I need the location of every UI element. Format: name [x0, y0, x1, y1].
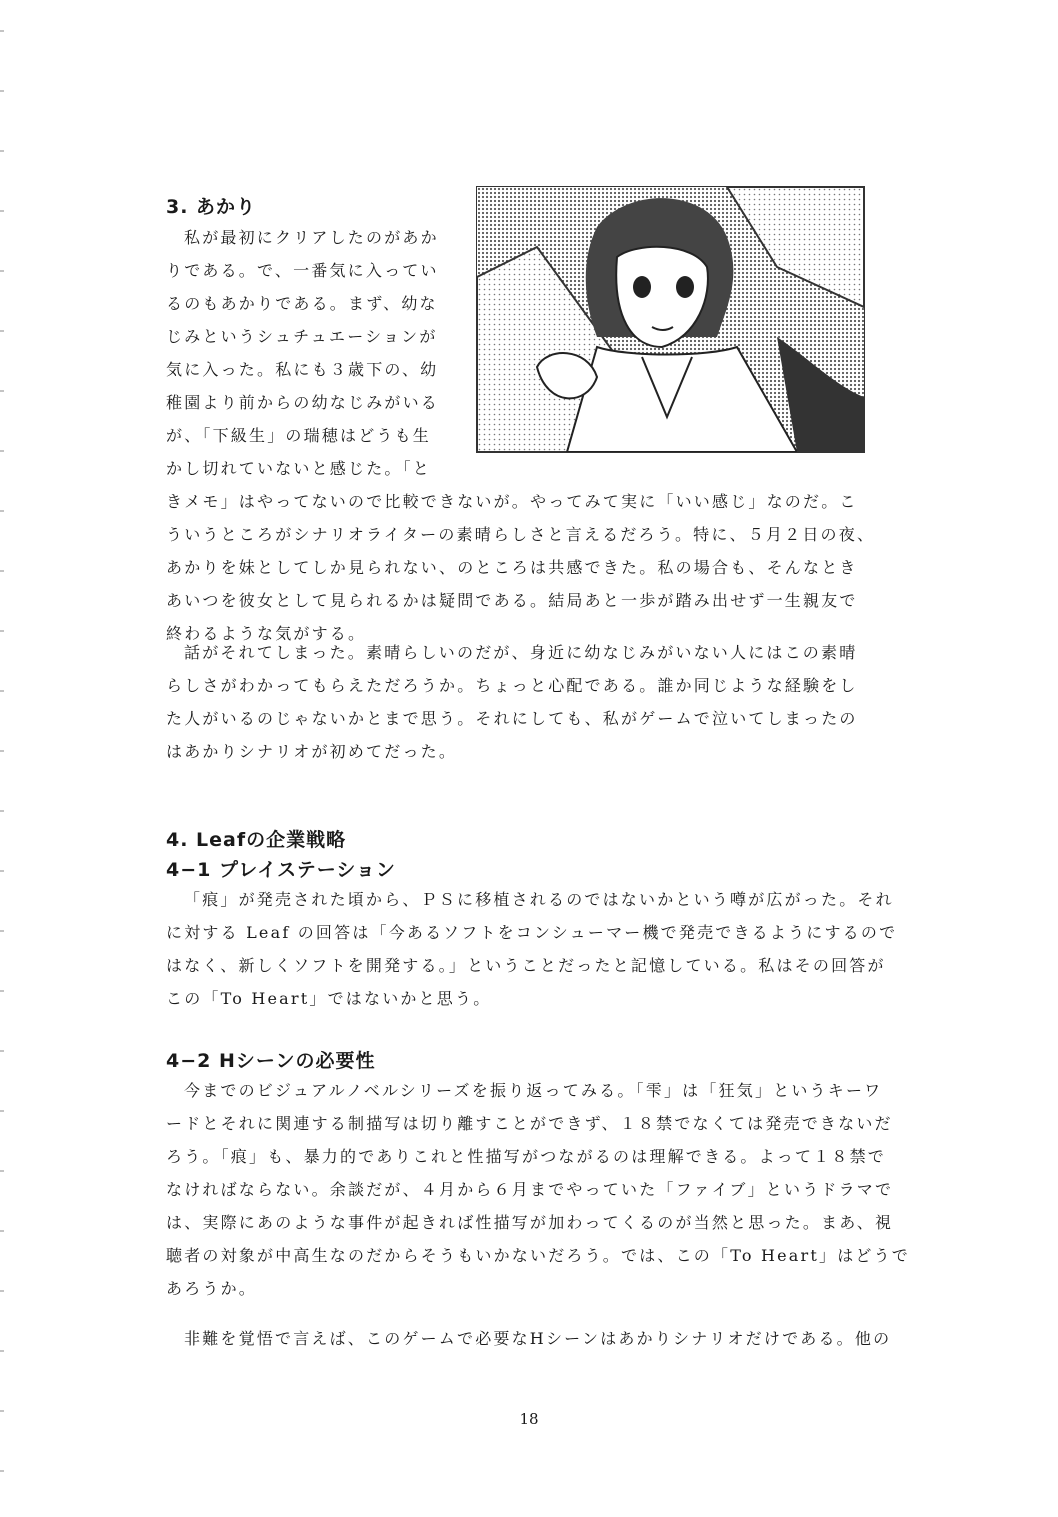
- page-number: 18: [519, 1410, 539, 1428]
- text-line: 今までのビジュアルノベルシリーズを振り返ってみる。「雫」は「狂気」というキーワ: [184, 1081, 883, 1100]
- text-line: が、「下級生」の瑞穂はどうも生: [166, 426, 432, 445]
- text-line: あろうか。: [166, 1279, 258, 1298]
- text-line: 気に入った。私にも３歳下の、幼: [166, 360, 439, 379]
- section-4-2-paragraph: [166, 1074, 910, 1305]
- text-line: 終わるような気がする。: [166, 624, 367, 643]
- section-3-second-paragraph: [166, 636, 858, 768]
- text-line: た人がいるのじゃないかとまで思う。それにしても、私がゲームで泣いてしまったの: [166, 709, 858, 728]
- text-line: は、実際にあのような事件が起きれば性描写が加わってくるのが当然と思った。まあ、視: [166, 1213, 894, 1232]
- text-line: ードとそれに関連する制描写は切り離すことができず、１８禁でなくては発売できないだ: [166, 1114, 893, 1133]
- text-line: 非難を覚悟で言えば、このゲームで必要なHシーンはあかりシナリオだけである。他の: [184, 1329, 892, 1348]
- text-line: ういうところがシナリオライターの素晴らしさと言えるだろう。特に、５月２日の夜、: [166, 525, 876, 544]
- text-line: ろう。「痕」も、暴力的でありこれと性描写がつながるのは理解できる。よって１８禁で: [166, 1147, 887, 1166]
- text-line: 話がそれてしまった。素晴らしいのだが、身近に幼なじみがいない人にはこの素晴: [184, 643, 858, 662]
- section-4-1-heading: 4−1 プレイステーション: [166, 859, 396, 881]
- text-line: るのもあかりである。まず、幼な: [166, 294, 438, 313]
- text-line: 私が最初にクリアしたのがあか: [184, 228, 439, 247]
- text-line: らしさがわかってもらえただろうか。ちょっと心配である。誰か同じような経験をし: [166, 676, 858, 695]
- text-line: なければならない。余談だが、４月から６月までやっていた「ファイブ」というドラマで: [166, 1180, 894, 1199]
- section-3-wrapped-paragraph: [166, 221, 439, 485]
- text-line: あかりを妹としてしか見られない、のところは共感できた。私の場合も、そんなとき: [166, 558, 858, 577]
- section-3-continued-paragraph: [166, 485, 875, 650]
- scan-edge-marks: [0, 0, 4, 1517]
- text-line: りである。で、一番気に入ってい: [166, 261, 439, 280]
- illustration-drawing: [477, 187, 864, 452]
- text-line: 稚園より前からの幼なじみがいる: [166, 393, 440, 412]
- section-4-heading: 4. Leafの企業戦略: [166, 829, 347, 851]
- section-4-2-heading: 4−2 Hシーンの必要性: [166, 1050, 376, 1072]
- text-line: はなく、新しくソフトを開発する。」ということだったと記憶している。私はその回答が: [166, 956, 886, 975]
- text-line: かし切れていないと感じた。「と: [166, 459, 432, 478]
- text-line: きメモ」はやってないので比較できないが。やってみて実に「いい感じ」なのだ。こ: [166, 492, 858, 511]
- akari-illustration: [476, 186, 865, 453]
- section-4-1-paragraph: [166, 883, 897, 1015]
- text-line: に対する Leaf の回答は「今あるソフトをコンシューマー機で発売できるようにするので: [166, 923, 898, 942]
- text-line: じみというシュチュエーションが: [166, 327, 438, 346]
- section-4-2-second-paragraph: [166, 1322, 891, 1355]
- text-line: あいつを彼女として見られるかは疑問である。結局あと一歩が踏み出せず一生親友で: [166, 591, 858, 610]
- text-line: 「痕」が発売された頃から、ＰＳに移植されるのではないかという噂が広がった。それ: [184, 890, 894, 909]
- text-line: この「To Heart」ではないかと思う。: [166, 989, 492, 1008]
- section-3-heading: 3. あかり: [166, 196, 257, 218]
- text-line: 聴者の対象が中高生なのだからそうもいかないだろう。では、この「To Heart」はどうで: [166, 1246, 910, 1265]
- text-line: はあかりシナリオが初めてだった。: [166, 742, 458, 761]
